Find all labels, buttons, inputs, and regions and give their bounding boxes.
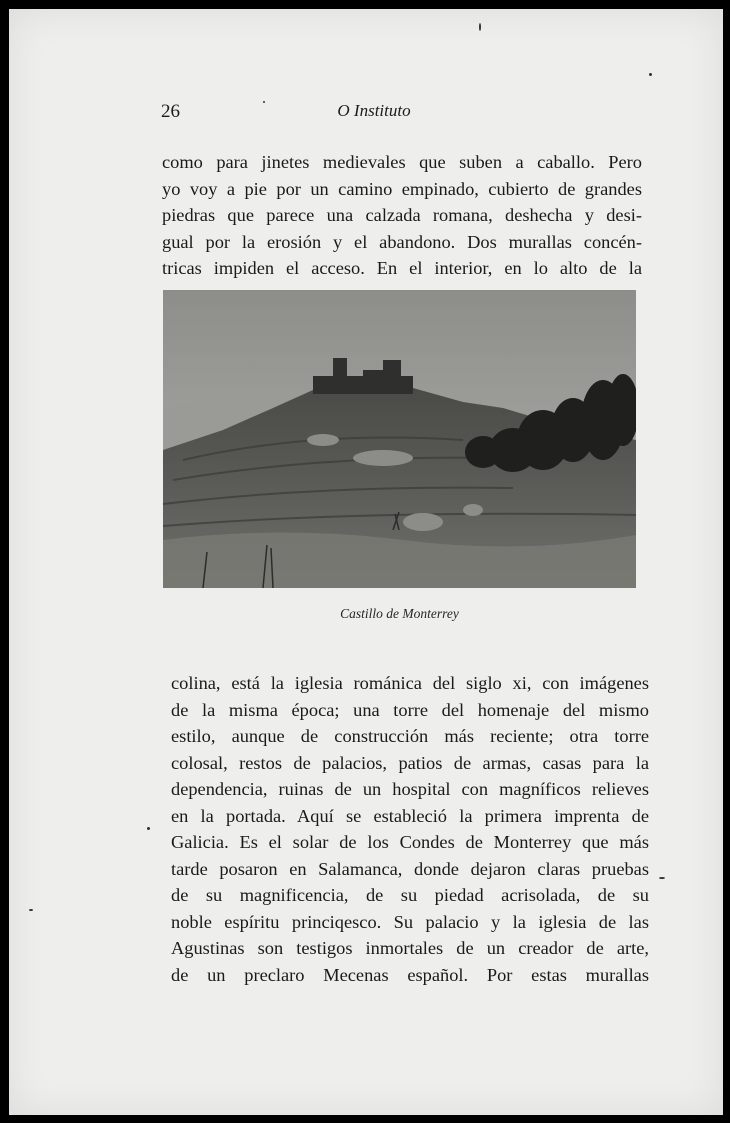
text-line: yo voy a pie por un camino empinado, cubierto de grandes <box>162 178 642 199</box>
text-line: piedras que parece una calzada romana, deshecha y desi- <box>162 205 642 225</box>
running-title: O Instituto <box>337 101 411 120</box>
text-line: de la misma época; una torre del homenaje del mismo <box>171 699 649 720</box>
text-line: tarde posaron en Salamanca, donde dejaron claras pruebas <box>171 858 649 879</box>
text-line: colina, está la iglesia románica del siglo xi, con imágenes <box>171 673 649 693</box>
text-line: de un preclaro Mecenas español. Por estas murallas <box>171 964 649 985</box>
text-line: Agustinas son testigos inmortales de un creador de arte, <box>171 938 649 958</box>
text-line: noble espíritu princiqesco. Su palacio y la iglesia de las <box>171 911 649 932</box>
book-page <box>9 9 723 1115</box>
page-number: 26 <box>161 101 180 122</box>
text-line: Galicia. Es el solar de los Condes de Monterrey que más <box>171 832 649 852</box>
text-line: gual por la erosión y el abandono. Dos murallas concén- <box>162 231 642 252</box>
bottom-paragraph <box>171 670 649 988</box>
text-line: en la portada. Aquí se estableció la primera imprenta de <box>171 805 649 826</box>
text-line: dependencia, ruinas de un hospital con magníficos relieves <box>171 779 649 799</box>
photo-caption: Castillo de Monterrey <box>340 606 459 621</box>
castle-photograph <box>163 290 636 588</box>
text-line: de su magnificencia, de su piedad acrisolada, de su <box>171 885 649 905</box>
text-line: estilo, aunque de construcción más reciente; otra torre <box>171 726 649 746</box>
top-paragraph <box>162 149 642 282</box>
text-line: como para jinetes medievales que suben a caballo. Pero <box>162 152 642 172</box>
text-line: tricas impiden el acceso. En el interior, en lo alto de la <box>162 258 642 278</box>
text-line: colosal, restos de palacios, patios de armas, casas para la <box>171 752 649 773</box>
